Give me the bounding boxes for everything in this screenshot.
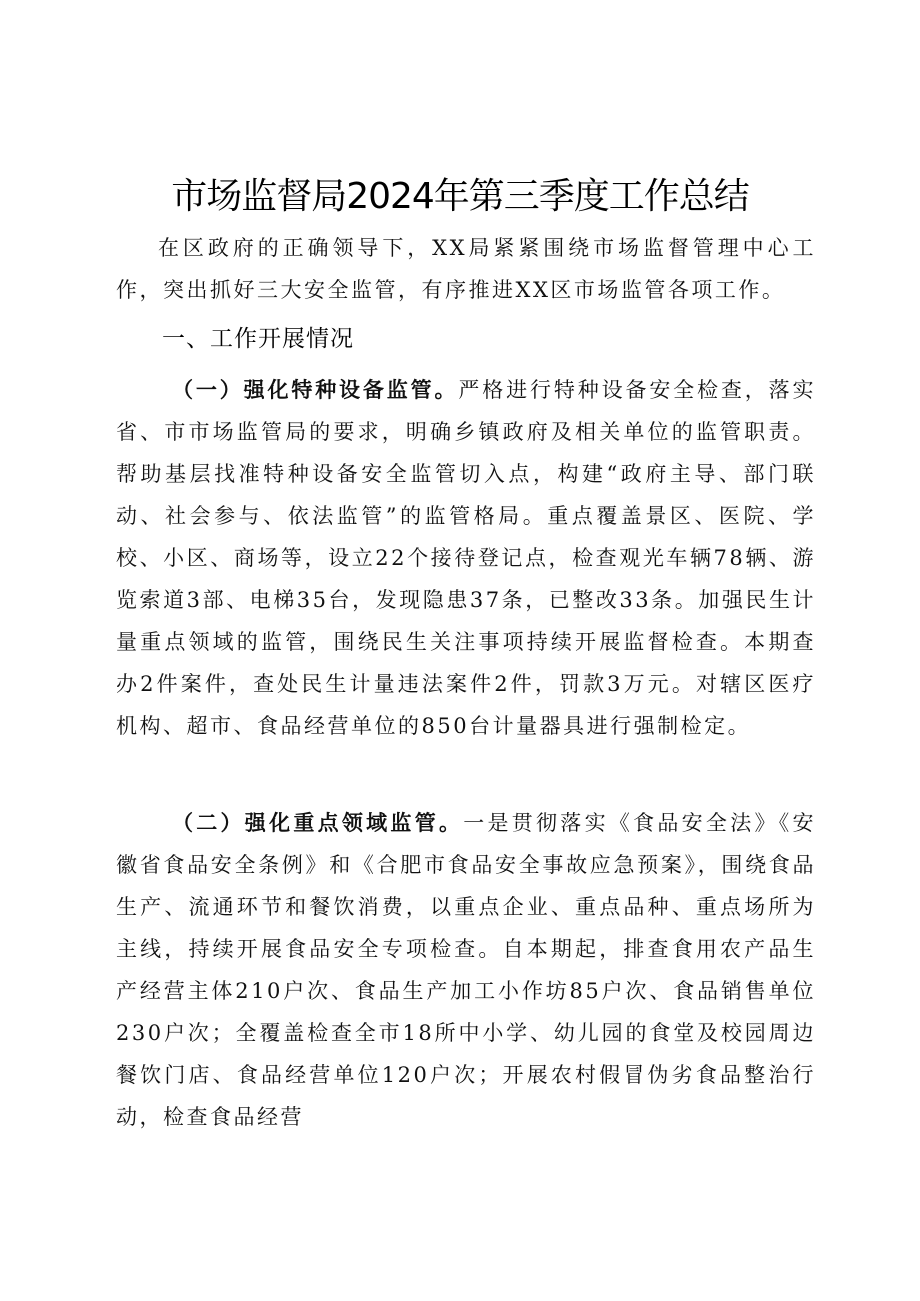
paragraph-lead: （一）强化特种设备监管。	[172, 378, 459, 402]
paragraph-text: 严格进行特种设备安全检查，落实省、市市场监管局的要求，明确乡镇政府及相关单位的监管职责。帮助基层找准特种设备安全监管切入点，构建“政府主导、部门联动、社会参与、依法监管”的监管格局。重点覆盖景区、医院、学校、小区、商场等，设立22个接待登记点，检查观光车辆78辆、游览索道3部、电梯35台，发现隐患37条，已整改33条。加强民生计量重点领域的监管，围绕民生关注事项持续开展监督检查。本期查办2件案件，查处民生计量违法案件2件，罚款3万元。对辖区医疗机构、超市、食品经营单位的850台计量器具进行强制检定。	[116, 378, 817, 738]
paragraph-text: 一是贯彻落实《食品安全法》《安徽省食品安全条例》和《合肥市食品安全事故应急预案》，围绕食品生产、流通环节和餐饮消费，以重点企业、重点品种、重点场所为主线，持续开展食品安全专项检查。自本期起，排查食用农产品生产经营主体210户次、食品生产加工小作坊85户次、食品销售单位230户次；全覆盖检查全市18所中小学、幼儿园的食堂及校园周边餐饮门店、食品经营单位120户次；开展农村假冒伪劣食品整治行动，检查食品经营	[116, 811, 817, 1129]
paragraph-lead: （二）强化重点领域监管。	[172, 811, 464, 835]
intro-paragraph: 在区政府的正确领导下，XX局紧紧围绕市场监督管理中心工作，突出抓好三大安全监管，有序推进XX区市场监管各项工作。	[116, 236, 816, 302]
paragraph-special-equipment	[116, 369, 816, 747]
section-heading: 一、工作开展情况	[162, 326, 354, 352]
paragraph-key-areas	[116, 802, 816, 1138]
document-title: 市场监督局2024年第三季度工作总结	[171, 176, 749, 217]
